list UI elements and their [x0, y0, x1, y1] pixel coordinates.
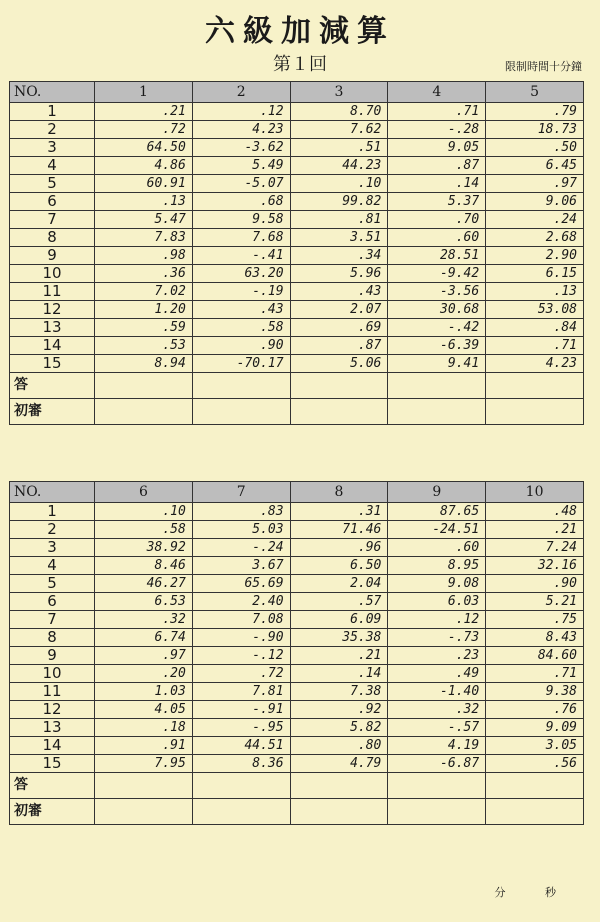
problem-value: .70: [388, 211, 486, 229]
problem-value: -9.42: [388, 265, 486, 283]
problem-value: .98: [95, 247, 193, 265]
problem-value: 2.40: [192, 593, 290, 611]
table-row: [10, 103, 584, 121]
row-number: 10: [10, 265, 95, 283]
problem-value: 84.60: [486, 647, 584, 665]
row-number: 5: [10, 575, 95, 593]
answer-cell[interactable]: [192, 373, 290, 399]
column-header: 9: [388, 482, 486, 503]
problem-value: .60: [388, 539, 486, 557]
table-row: [10, 503, 584, 521]
time-limit-label: 限制時間十分鐘: [505, 60, 582, 73]
problem-value: 8.36: [192, 755, 290, 773]
problem-value: .90: [486, 575, 584, 593]
problem-value: 99.82: [290, 193, 388, 211]
problem-value: .10: [95, 503, 193, 521]
problem-value: .84: [486, 319, 584, 337]
problem-value: .49: [388, 665, 486, 683]
table-row: [10, 755, 584, 773]
table-row: [10, 557, 584, 575]
problem-value: 4.05: [95, 701, 193, 719]
problem-value: .92: [290, 701, 388, 719]
problem-value: 9.05: [388, 139, 486, 157]
column-header: 6: [95, 482, 193, 503]
problem-value: 5.03: [192, 521, 290, 539]
problem-value: .58: [192, 319, 290, 337]
problem-value: .43: [290, 283, 388, 301]
problem-value: 18.73: [486, 121, 584, 139]
row-number: 9: [10, 247, 95, 265]
problem-value: .79: [486, 103, 584, 121]
problem-value: 3.51: [290, 229, 388, 247]
row-number: 14: [10, 737, 95, 755]
problem-value: -.12: [192, 647, 290, 665]
row-number: 12: [10, 301, 95, 319]
row-number: 13: [10, 719, 95, 737]
page-title: 六級加減算: [205, 14, 395, 49]
problem-value: 5.49: [192, 157, 290, 175]
row-number: 3: [10, 539, 95, 557]
problem-value: 2.04: [290, 575, 388, 593]
review-cell[interactable]: [95, 399, 193, 425]
answer-row-label: 答: [10, 373, 95, 399]
problem-value: 46.27: [95, 575, 193, 593]
problem-value: .24: [486, 211, 584, 229]
problem-value: .43: [192, 301, 290, 319]
table-row: [10, 139, 584, 157]
problem-value: .51: [290, 139, 388, 157]
table-row: [10, 701, 584, 719]
problem-value: .75: [486, 611, 584, 629]
problem-value: 28.51: [388, 247, 486, 265]
problem-value: -6.87: [388, 755, 486, 773]
problem-value: 9.08: [388, 575, 486, 593]
problem-value: -.57: [388, 719, 486, 737]
problem-value: .32: [95, 611, 193, 629]
problem-value: .31: [290, 503, 388, 521]
problem-value: 8.43: [486, 629, 584, 647]
table-row: [10, 175, 584, 193]
problem-value: .32: [388, 701, 486, 719]
problem-value: -.19: [192, 283, 290, 301]
problem-value: .36: [95, 265, 193, 283]
problem-value: .87: [290, 337, 388, 355]
row-number: 7: [10, 211, 95, 229]
problem-value: 7.24: [486, 539, 584, 557]
table-row: [10, 611, 584, 629]
problem-value: -.91: [192, 701, 290, 719]
problem-value: 3.67: [192, 557, 290, 575]
row-number: 6: [10, 193, 95, 211]
row-number: 6: [10, 593, 95, 611]
column-header: 4: [388, 82, 486, 103]
table-row: [10, 229, 584, 247]
problem-value: -.28: [388, 121, 486, 139]
problem-value: .96: [290, 539, 388, 557]
problem-value: 7.95: [95, 755, 193, 773]
answer-cell[interactable]: [192, 773, 290, 799]
problem-value: .13: [95, 193, 193, 211]
table-row: [10, 121, 584, 139]
row-number: 11: [10, 683, 95, 701]
problem-value: 9.38: [486, 683, 584, 701]
table-row: [10, 539, 584, 557]
problem-value: .83: [192, 503, 290, 521]
row-number: 2: [10, 521, 95, 539]
table-row: [10, 575, 584, 593]
problem-table-1: [9, 81, 584, 425]
table-header-row: [10, 482, 584, 503]
problem-value: 7.08: [192, 611, 290, 629]
table-row: [10, 647, 584, 665]
row-number: 1: [10, 103, 95, 121]
row-number: 12: [10, 701, 95, 719]
problem-value: 7.38: [290, 683, 388, 701]
problem-value: 9.58: [192, 211, 290, 229]
problem-value: .12: [388, 611, 486, 629]
problem-value: -24.51: [388, 521, 486, 539]
problem-value: .56: [486, 755, 584, 773]
answer-row: [10, 773, 584, 799]
problem-table-2: [9, 481, 584, 825]
problem-value: .57: [290, 593, 388, 611]
problem-value: -6.39: [388, 337, 486, 355]
problem-value: -.24: [192, 539, 290, 557]
problem-value: 6.53: [95, 593, 193, 611]
table-row: [10, 629, 584, 647]
problem-value: .59: [95, 319, 193, 337]
review-cell[interactable]: [486, 799, 584, 825]
table-row: [10, 355, 584, 373]
problem-value: .20: [95, 665, 193, 683]
problem-value: .69: [290, 319, 388, 337]
review-row: [10, 799, 584, 825]
problem-value: .97: [95, 647, 193, 665]
problem-value: 5.96: [290, 265, 388, 283]
problem-value: -.73: [388, 629, 486, 647]
answer-cell[interactable]: [388, 373, 486, 399]
row-number: 3: [10, 139, 95, 157]
problem-value: .23: [388, 647, 486, 665]
row-number: 8: [10, 229, 95, 247]
row-number: 8: [10, 629, 95, 647]
problem-value: .76: [486, 701, 584, 719]
table-row: [10, 157, 584, 175]
answer-row-label: 答: [10, 773, 95, 799]
problem-value: -5.07: [192, 175, 290, 193]
problem-value: .91: [95, 737, 193, 755]
row-number: 2: [10, 121, 95, 139]
problem-value: 2.68: [486, 229, 584, 247]
problem-value: 5.82: [290, 719, 388, 737]
problem-value: 35.38: [290, 629, 388, 647]
problem-value: -70.17: [192, 355, 290, 373]
problem-value: 30.68: [388, 301, 486, 319]
table-row: [10, 337, 584, 355]
problem-value: 60.91: [95, 175, 193, 193]
table-row: [10, 521, 584, 539]
table-row: [10, 719, 584, 737]
problem-value: 3.05: [486, 737, 584, 755]
problem-value: 4.23: [192, 121, 290, 139]
problem-value: 1.20: [95, 301, 193, 319]
problem-value: 8.70: [290, 103, 388, 121]
column-header: 3: [290, 82, 388, 103]
column-header: 10: [486, 482, 584, 503]
problem-value: .14: [388, 175, 486, 193]
problem-value: -.41: [192, 247, 290, 265]
problem-value: .18: [95, 719, 193, 737]
table-row: [10, 683, 584, 701]
problem-value: 6.74: [95, 629, 193, 647]
problem-value: .72: [192, 665, 290, 683]
table-row: [10, 283, 584, 301]
problem-value: -3.56: [388, 283, 486, 301]
problem-value: 1.03: [95, 683, 193, 701]
column-header: 1: [95, 82, 193, 103]
table-row: [10, 193, 584, 211]
problem-value: 6.50: [290, 557, 388, 575]
answer-cell[interactable]: [486, 773, 584, 799]
review-cell[interactable]: [388, 399, 486, 425]
problem-value: .21: [486, 521, 584, 539]
table-row: [10, 737, 584, 755]
problem-value: 38.92: [95, 539, 193, 557]
problem-value: 2.90: [486, 247, 584, 265]
table-row: [10, 319, 584, 337]
problem-value: .90: [192, 337, 290, 355]
problem-value: .71: [388, 103, 486, 121]
row-number: 9: [10, 647, 95, 665]
row-number: 11: [10, 283, 95, 301]
problem-value: .34: [290, 247, 388, 265]
problem-value: .21: [290, 647, 388, 665]
problem-value: .81: [290, 211, 388, 229]
review-cell[interactable]: [192, 399, 290, 425]
answer-cell[interactable]: [95, 373, 193, 399]
review-cell[interactable]: [95, 799, 193, 825]
row-number: 7: [10, 611, 95, 629]
problem-value: .72: [95, 121, 193, 139]
problem-value: 63.20: [192, 265, 290, 283]
table-row: [10, 211, 584, 229]
problem-value: .97: [486, 175, 584, 193]
problem-value: .48: [486, 503, 584, 521]
problem-value: 5.47: [95, 211, 193, 229]
answer-cell[interactable]: [290, 373, 388, 399]
review-row-label: 初審: [10, 799, 95, 825]
problem-value: -.42: [388, 319, 486, 337]
problem-value: .68: [192, 193, 290, 211]
table-row: [10, 593, 584, 611]
problem-value: 6.15: [486, 265, 584, 283]
problem-value: 7.81: [192, 683, 290, 701]
row-number: 15: [10, 755, 95, 773]
table-row: [10, 247, 584, 265]
problem-value: 9.06: [486, 193, 584, 211]
row-number: 10: [10, 665, 95, 683]
table-row: [10, 265, 584, 283]
review-cell[interactable]: [388, 799, 486, 825]
column-header-no: NO.: [10, 82, 95, 103]
column-header: 7: [192, 482, 290, 503]
review-row: [10, 399, 584, 425]
table-row: [10, 665, 584, 683]
problem-value: 32.16: [486, 557, 584, 575]
problem-value: .87: [388, 157, 486, 175]
answer-cell[interactable]: [290, 773, 388, 799]
problem-value: 5.37: [388, 193, 486, 211]
problem-value: 8.94: [95, 355, 193, 373]
review-cell[interactable]: [192, 799, 290, 825]
problem-value: .12: [192, 103, 290, 121]
problem-value: .58: [95, 521, 193, 539]
problem-value: 6.45: [486, 157, 584, 175]
row-number: 13: [10, 319, 95, 337]
problem-value: 7.62: [290, 121, 388, 139]
problem-value: 4.19: [388, 737, 486, 755]
problem-value: 6.09: [290, 611, 388, 629]
review-row-label: 初審: [10, 399, 95, 425]
answer-row: [10, 373, 584, 399]
problem-value: .13: [486, 283, 584, 301]
row-number: 4: [10, 557, 95, 575]
problem-value: -.90: [192, 629, 290, 647]
answer-cell[interactable]: [95, 773, 193, 799]
problem-value: 9.41: [388, 355, 486, 373]
problem-value: .14: [290, 665, 388, 683]
problem-value: 5.06: [290, 355, 388, 373]
problem-value: 4.23: [486, 355, 584, 373]
table-row: [10, 301, 584, 319]
problem-value: 53.08: [486, 301, 584, 319]
problem-value: .71: [486, 665, 584, 683]
problem-value: 8.46: [95, 557, 193, 575]
table-header-row: [10, 82, 584, 103]
column-header: 8: [290, 482, 388, 503]
problem-value: 7.68: [192, 229, 290, 247]
problem-value: .50: [486, 139, 584, 157]
answer-cell[interactable]: [388, 773, 486, 799]
row-number: 15: [10, 355, 95, 373]
problem-value: .80: [290, 737, 388, 755]
column-header: 5: [486, 82, 584, 103]
problem-value: -.95: [192, 719, 290, 737]
problem-value: -3.62: [192, 139, 290, 157]
row-number: 4: [10, 157, 95, 175]
review-cell[interactable]: [486, 399, 584, 425]
problem-value: -1.40: [388, 683, 486, 701]
time-footer: 分 秒: [494, 886, 574, 899]
problem-value: .10: [290, 175, 388, 193]
problem-value: 7.83: [95, 229, 193, 247]
problem-value: 8.95: [388, 557, 486, 575]
problem-value: .53: [95, 337, 193, 355]
column-header-no: NO.: [10, 482, 95, 503]
answer-cell[interactable]: [486, 373, 584, 399]
problem-value: 4.79: [290, 755, 388, 773]
problem-value: 6.03: [388, 593, 486, 611]
row-number: 5: [10, 175, 95, 193]
column-header: 2: [192, 82, 290, 103]
problem-value: 9.09: [486, 719, 584, 737]
problem-value: 4.86: [95, 157, 193, 175]
problem-value: 65.69: [192, 575, 290, 593]
problem-value: .71: [486, 337, 584, 355]
review-cell[interactable]: [290, 799, 388, 825]
problem-value: 2.07: [290, 301, 388, 319]
problem-value: .21: [95, 103, 193, 121]
problem-value: 44.51: [192, 737, 290, 755]
problem-value: 64.50: [95, 139, 193, 157]
review-cell[interactable]: [290, 399, 388, 425]
row-number: 1: [10, 503, 95, 521]
row-number: 14: [10, 337, 95, 355]
problem-value: 44.23: [290, 157, 388, 175]
problem-value: 5.21: [486, 593, 584, 611]
problem-value: .60: [388, 229, 486, 247]
problem-value: 87.65: [388, 503, 486, 521]
problem-value: 71.46: [290, 521, 388, 539]
round-label: 第１回: [273, 54, 327, 75]
problem-value: 7.02: [95, 283, 193, 301]
